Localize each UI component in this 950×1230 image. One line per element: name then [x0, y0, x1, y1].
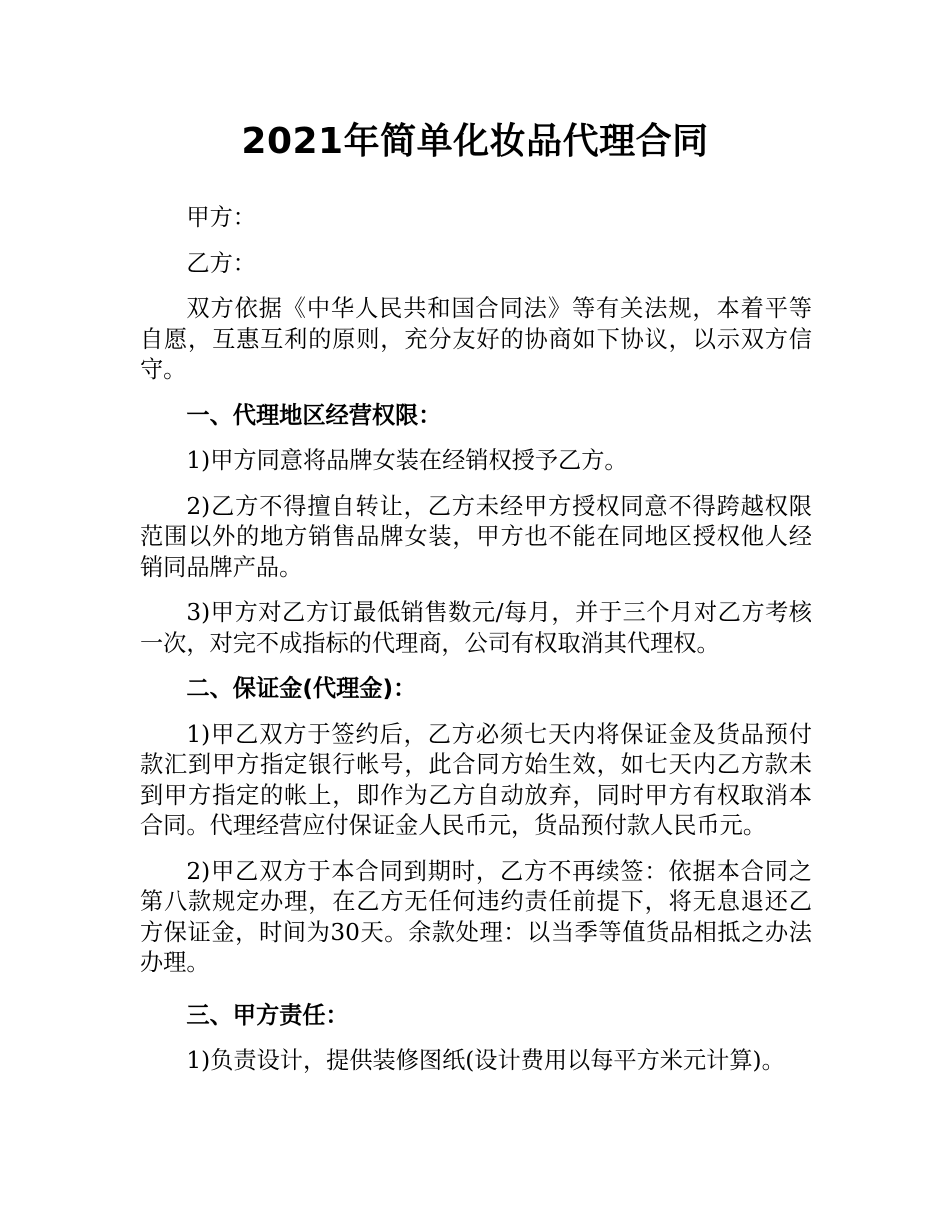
party-b-line: 乙方：	[186, 249, 256, 277]
clause-paragraph: 2)甲乙双方于本合同到期时，乙方不再续签：依据本合同之第八款规定办理，在乙方无任何违约责任前提下，将无息退还乙方保证金，时间为30天。余款处理：以当季等值货品相抵之办法办理。	[140, 857, 812, 976]
section-heading: 二、保证金(代理金)：	[186, 675, 417, 702]
document-body	[140, 203, 812, 1092]
party-a-line: 甲方：	[186, 204, 256, 231]
section-heading: 一、代理地区经营权限：	[186, 401, 442, 429]
intro-paragraph: 双方依据《中华人民共和国合同法》等有关法规，本着平等自愿，互惠互利的原则，充分友好的协商如下协议，以示双方信守。	[140, 295, 812, 383]
clause-paragraph: 2)乙方不得擅自转让，乙方未经甲方授权同意不得跨越权限范围以外的地方销售品牌女装，甲方也不能在同地区授权他人经销同品牌产品。	[140, 492, 812, 581]
clause-paragraph: 1)甲乙双方于签约后，乙方必须七天内将保证金及货品预付款汇到甲方指定银行帐号，此合同方始生效，如七天内乙方款未到甲方指定的帐上，即作为乙方自动放弃，同时甲方有权取消本合同。代理经营应付保证金人民币元，货品预付款人民币元。	[140, 720, 812, 839]
document-title: 2021年简单化妆品代理合同	[241, 121, 709, 162]
clause-paragraph: 3)甲方对乙方订最低销售数元/每月，并于三个月对乙方考核一次，对完不成指标的代理商，公司有权取消其代理权。	[140, 599, 812, 657]
clause-paragraph: 1)甲方同意将品牌女装在经销权授予乙方。	[186, 447, 628, 474]
clause-paragraph: 1)负责设计，提供装修图纸(设计费用以每平方米元计算)。	[186, 1047, 785, 1074]
section-heading: 三、甲方责任：	[186, 1001, 349, 1029]
